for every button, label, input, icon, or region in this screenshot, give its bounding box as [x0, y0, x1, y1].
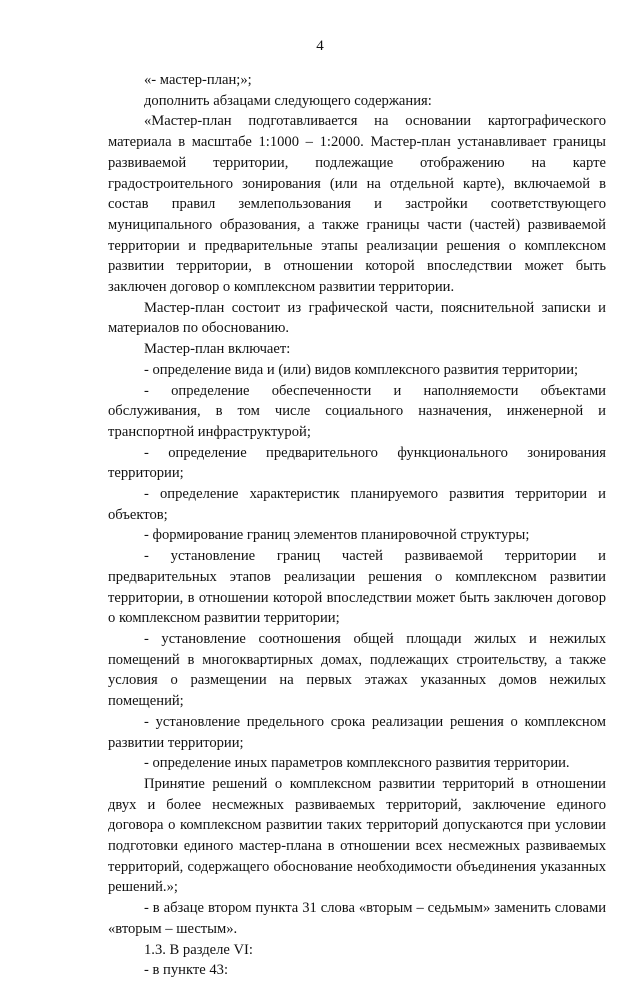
list-item-type-definition: - определение вида и (или) видов комплексного развития территории;: [144, 361, 579, 378]
paragraph-clause-31-amendment: - в абзаце втором пункта 31 слова «вторым – седьмым» заменить словами «вторым – шестым».: [108, 900, 606, 937]
paragraph-supplement-intro: дополнить абзацами следующего содержания:: [144, 92, 432, 109]
document-body: [108, 70, 606, 981]
list-item-functional-zoning: - определение предварительного функционального зонирования территории;: [108, 444, 606, 482]
list-item-other-parameters: - определение иных параметров комплексного развития территории.: [144, 755, 570, 772]
section-heading-1-3: 1.3. В разделе VI:: [144, 941, 253, 958]
list-item-planning-structure: - формирование границ элементов планировочной структуры;: [144, 527, 530, 544]
page-number: 4: [316, 38, 324, 54]
list-item-territory-parts: - установление границ частей развиваемой территории и предварительных этапов реализации решения о комплексном развитии территории, в отношении которой впоследствии может быть заключен договор о комплексном развитии территории;: [108, 548, 606, 627]
paragraph-master-plan-definition: «Мастер-план подготавливается на основании картографического материала в масштабе 1:1000 – 1:2000. Мастер-план устанавливает границы развиваемой территории, подлежащие отображению на карте градостроительного зонирования (или на отдельной карте), включаемой в состав правил землепользования и застройки соответствующего муниципального образования, а также границы части (частей) развиваемой территории и предварительные этапы реализации решения о комплексном развитии территории, в отношении которой впоследствии может быть заключен договор о комплексном развитии территории.: [108, 113, 606, 296]
paragraph-master-plan-item: «- мастер-план;»;: [144, 72, 252, 88]
list-item-service-provision: - определение обеспеченности и наполняемости объектами обслуживания, в том числе социального назначения, инженерной и транспортной инфраструктурой;: [108, 382, 606, 440]
list-item-deadline: - установление предельного срока реализации решения о комплексном развитии территории;: [108, 713, 606, 751]
list-item-area-ratio: - установление соотношения общей площади жилых и нежилых помещений в многоквартирных домах, подлежащих строительству, а также условия о размещении на первых этажах указанных домов нежилых помещений;: [108, 630, 606, 710]
list-item-development-characteristics: - определение характеристик планируемого развития территории и объектов;: [108, 486, 606, 523]
paragraph-clause-43: - в пункте 43:: [144, 962, 229, 979]
paragraph-master-plan-composition: Мастер-план состоит из графической части, пояснительной записки и материалов по обоснованию.: [108, 299, 606, 337]
paragraph-non-adjacent-territories: Принятие решений о комплексном развитии территорий в отношении двух и более несмежных развиваемых территорий, заключение единого договора о комплексном развитии таких территорий допускаются при условии подготовки единого мастер-плана в отношении всех несмежных развиваемых территорий, содержащего обоснование необходимости объединения указанных решений.»;: [108, 775, 606, 896]
paragraph-master-plan-includes: Мастер-план включает:: [144, 341, 291, 358]
